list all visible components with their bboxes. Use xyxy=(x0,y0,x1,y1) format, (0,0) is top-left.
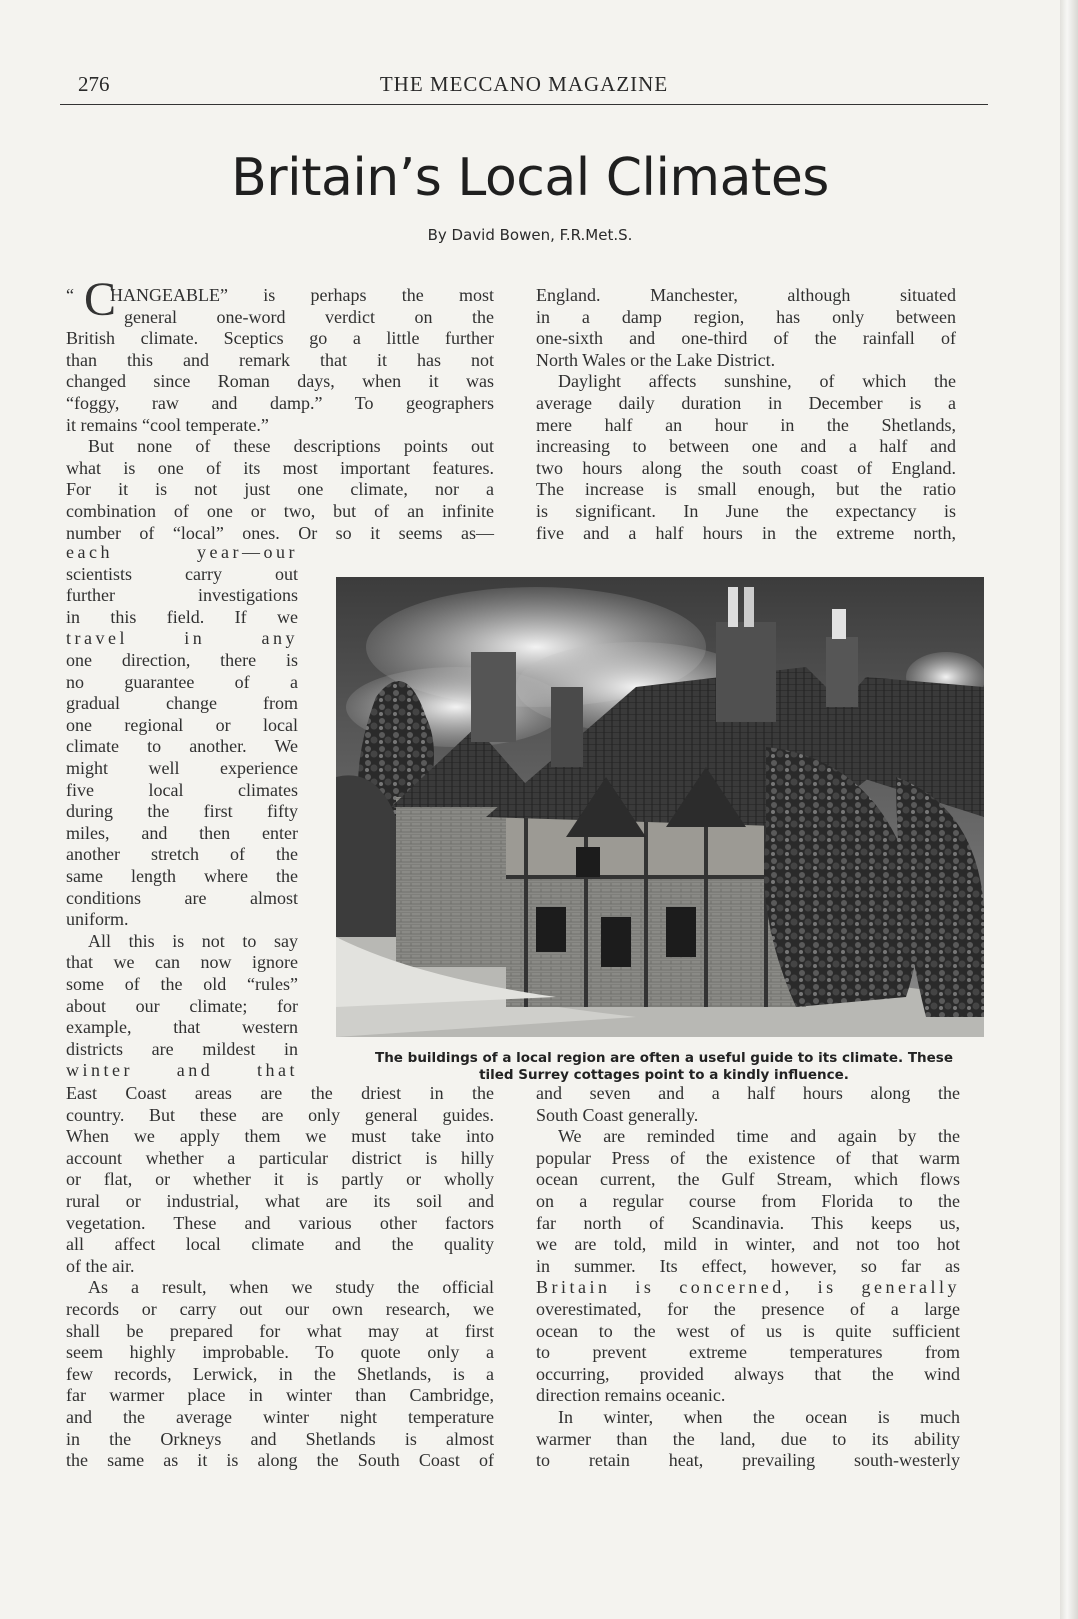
magazine-title: THE MECCANO MAGAZINE xyxy=(379,72,669,96)
narrow-col-line: about our climate; for xyxy=(66,995,298,1016)
narrow-col-line: might well experience xyxy=(66,758,298,778)
left-col-line: “ xyxy=(66,285,74,305)
narrow-col-line: climate to another. We xyxy=(66,736,298,757)
right-top-line: mere half an hour in the Shetlands, xyxy=(536,414,956,435)
right-bottom-line: and seven and a half hours along the xyxy=(536,1083,960,1103)
narrow-col-line: example, that western xyxy=(66,1017,298,1038)
left-col-line: But none of these descriptions points out xyxy=(88,436,494,457)
right-bottom-line: warmer than the land, due to its ability xyxy=(536,1428,960,1449)
right-bottom-line: to retain heat, prevailing south-westerly xyxy=(536,1450,960,1471)
left-bottom-line: country. But these are only general guides. xyxy=(66,1104,494,1125)
narrow-col-line: in this field. If we xyxy=(66,606,298,627)
photo-caption xyxy=(336,1050,992,1084)
narrow-col-line: scientists carry out xyxy=(66,563,298,584)
article-title: Britain’s Local Climates xyxy=(231,148,829,208)
right-bottom-line: South Coast generally. xyxy=(536,1104,699,1125)
narrow-col-line: conditions are almost xyxy=(66,887,298,908)
narrow-col-line: travel in any xyxy=(66,628,298,649)
narrow-col-line: miles, and then enter xyxy=(66,822,298,843)
left-bottom-line: When we apply them we must take into xyxy=(66,1126,494,1147)
left-col-line: For it is not just one climate, nor a xyxy=(66,479,494,500)
narrow-col-line: during the first fifty xyxy=(66,801,298,822)
narrow-col-line: uniform. xyxy=(66,909,129,930)
right-bottom-line: we are told, mild in winter, and not too hot xyxy=(536,1234,960,1255)
left-bottom-line: far warmer place in winter than Cambridge, xyxy=(66,1385,494,1406)
right-top-line: increasing to between one and a half and xyxy=(536,436,956,457)
right-top-line: in a damp region, has only between xyxy=(536,306,956,327)
right-bottom-line: Britain is concerned, is generally xyxy=(536,1277,960,1298)
right-top-line: England. Manchester, although situated xyxy=(536,285,956,305)
right-bottom-line: We are reminded time and again by the xyxy=(558,1126,960,1147)
right-bottom-line: on a regular course from Florida to the xyxy=(536,1191,960,1211)
narrow-col-line: further investigations xyxy=(66,585,298,606)
narrow-col-line: each year—our xyxy=(66,542,298,562)
left-col-line: general one-word verdict on the xyxy=(124,306,494,327)
narrow-col-line: no guarantee of a xyxy=(66,671,298,692)
page-number: 276 xyxy=(78,72,110,96)
cottages-photo xyxy=(336,577,984,1037)
left-bottom-line: few records, Lerwick, in the Shetlands, is a xyxy=(66,1363,494,1384)
right-top-line: average daily duration in December is a xyxy=(536,393,956,413)
left-bottom-line: in the Orkneys and Shetlands is almost xyxy=(66,1428,494,1449)
left-bottom-line: records or carry out our own research, we xyxy=(66,1299,494,1319)
right-bottom-line: popular Press of the existence of that warm xyxy=(536,1147,960,1168)
left-bottom-line: the same as it is along the South Coast of xyxy=(66,1450,494,1471)
left-col-line: combination of one or two, but of an infinite xyxy=(66,501,494,521)
left-bottom-line: vegetation. These and various other factors xyxy=(66,1212,494,1233)
narrow-col-line: that we can now ignore xyxy=(66,952,298,973)
narrow-col-line: districts are mildest in xyxy=(66,1038,298,1059)
left-bottom-line: and the average winter night temperature xyxy=(66,1407,494,1427)
caption-line: tiled Surrey cottages point to a kindly influence. xyxy=(479,1067,849,1083)
left-col-line: “foggy, raw and damp.” To geographers xyxy=(66,393,494,413)
left-col-line: HANGEABLE” is perhaps the most xyxy=(110,285,494,305)
left-col-line: changed since Roman days, when it was xyxy=(66,371,494,392)
right-bottom-line: direction remains oceanic. xyxy=(536,1385,726,1406)
narrow-col-line: one regional or local xyxy=(66,714,298,735)
left-bottom-line: shall be prepared for what may at first xyxy=(66,1320,494,1341)
right-top-line: North Wales or the Lake District. xyxy=(536,349,776,370)
narrow-col-line: five local climates xyxy=(66,779,298,800)
right-bottom-line: ocean current, the Gulf Stream, which flows xyxy=(536,1169,960,1190)
left-bottom-line: all affect local climate and the quality xyxy=(66,1234,494,1255)
right-bottom-line: occurring, provided always that the wind xyxy=(536,1363,960,1384)
drop-cap: C xyxy=(84,273,117,326)
cottages-photo-illustration xyxy=(336,577,984,1037)
narrow-col-line: another stretch of the xyxy=(66,844,298,865)
left-bottom-line: seem highly improbable. To quote only a xyxy=(66,1342,494,1363)
page-edge xyxy=(1060,0,1078,1619)
right-bottom-line: In winter, when the ocean is much xyxy=(558,1407,960,1427)
right-top-line: is significant. In June the expectancy is xyxy=(536,501,956,521)
right-top-line: one-sixth and one-third of the rainfall of xyxy=(536,328,956,349)
right-bottom-line: to prevent extreme temperatures from xyxy=(536,1342,960,1363)
narrow-col-line: gradual change from xyxy=(66,693,298,714)
narrow-col-line: one direction, there is xyxy=(66,650,298,670)
left-bottom-line: account whether a particular district is hilly xyxy=(66,1147,494,1168)
article-byline: By David Bowen, F.R.Met.S. xyxy=(427,226,633,244)
left-col-line: British climate. Sceptics go a little further xyxy=(66,328,494,349)
left-col-line: it remains “cool temperate.” xyxy=(66,414,269,435)
left-bottom-line: As a result, when we study the official xyxy=(88,1277,494,1298)
narrow-col-line: same length where the xyxy=(66,866,298,886)
left-col-line: number of “local” ones. Or so it seems as— xyxy=(66,522,494,543)
left-bottom-line: of the air. xyxy=(66,1255,135,1276)
right-bottom-line: overestimated, for the presence of a large xyxy=(536,1299,960,1319)
right-bottom-line: far north of Scandinavia. This keeps us, xyxy=(536,1212,960,1233)
left-bottom-line: East Coast areas are the driest in the xyxy=(66,1083,494,1103)
narrow-col-line: winter and that xyxy=(66,1060,298,1081)
narrow-col-line: some of the old “rules” xyxy=(66,974,298,994)
left-bottom-line: rural or industrial, what are its soil and xyxy=(66,1191,494,1211)
left-bottom-line: or flat, or whether it is partly or wholly xyxy=(66,1169,494,1190)
page-header xyxy=(60,70,988,105)
right-top-line: The increase is small enough, but the ratio xyxy=(536,479,956,500)
left-col-line: than this and remark that it has not xyxy=(66,349,494,370)
right-bottom-line: ocean to the west of us is quite sufficient xyxy=(536,1320,960,1341)
right-top-line: Daylight affects sunshine, of which the xyxy=(558,371,956,392)
right-top-line: five and a half hours in the extreme north, xyxy=(536,522,956,543)
right-bottom-line: in summer. Its effect, however, so far as xyxy=(536,1255,960,1276)
right-top-line: two hours along the south coast of England. xyxy=(536,457,956,478)
narrow-col-line: All this is not to say xyxy=(88,930,298,951)
left-col-line: what is one of its most important features. xyxy=(66,457,494,478)
caption-line: The buildings of a local region are often a useful guide to its climate. These xyxy=(374,1050,953,1066)
